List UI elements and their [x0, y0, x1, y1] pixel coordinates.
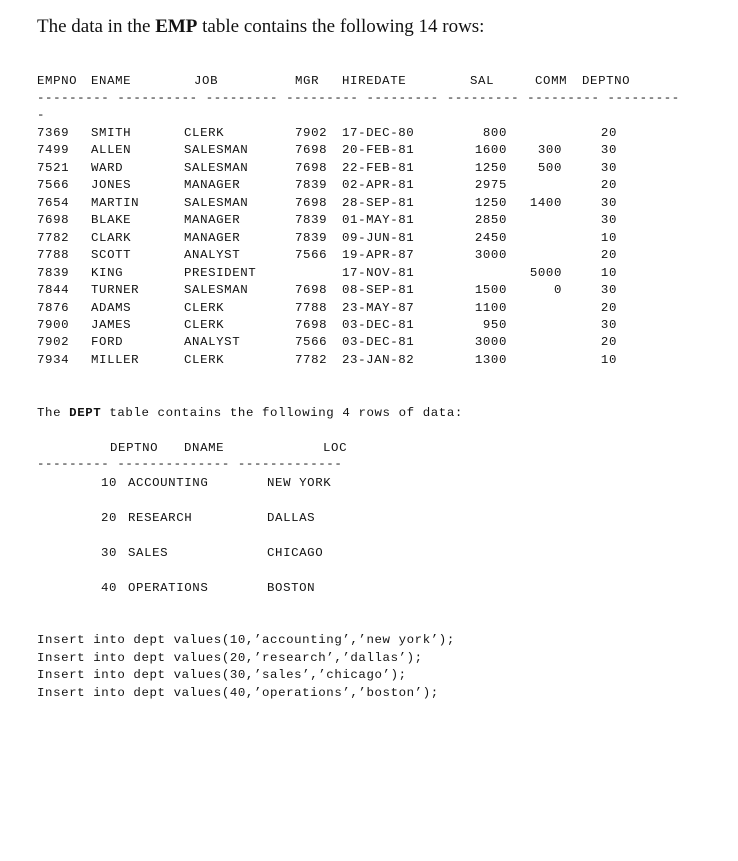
- emp-cell-deptno: 30: [600, 317, 617, 332]
- insert-statement: Insert into dept values(10,’accounting’,’new york’);: [37, 633, 455, 647]
- emp-cell-ename: TURNER: [91, 283, 140, 298]
- emp-cell-empno: 7698: [37, 213, 70, 228]
- emp-cell-deptno: 30: [600, 283, 617, 298]
- emp-row: [0, 213, 738, 230]
- emp-cell-mgr: 7698: [295, 283, 328, 298]
- emp-cell-ename: CLARK: [91, 230, 132, 245]
- emp-cell-hiredate: 23-JAN-82: [342, 352, 415, 367]
- emp-cell-ename: WARD: [91, 160, 124, 175]
- emp-cell-job: PRESIDENT: [184, 265, 257, 280]
- emp-cell-sal: 1300: [474, 352, 507, 367]
- emp-cell-deptno: 30: [600, 143, 617, 158]
- emp-cell-empno: 7844: [37, 283, 70, 298]
- emp-intro-suffix: table contains the following 14 rows:: [197, 16, 485, 37]
- emp-cell-empno: 7839: [37, 265, 70, 280]
- emp-cell-hiredate: 09-JUN-81: [342, 230, 415, 245]
- emp-cell-mgr: 7698: [295, 160, 328, 175]
- insert-statement: Insert into dept values(40,’operations’,’boston’);: [37, 686, 439, 700]
- emp-header-job: JOB: [194, 74, 219, 88]
- emp-cell-empno: 7782: [37, 230, 70, 245]
- emp-row: [0, 143, 738, 160]
- emp-header-empno: EMPNO: [37, 74, 78, 88]
- emp-cell-mgr: 7788: [295, 300, 328, 315]
- emp-cell-deptno: 10: [600, 352, 617, 367]
- dept-cell-deptno: 20: [101, 511, 118, 525]
- emp-row: [0, 335, 738, 352]
- emp-cell-ename: FORD: [91, 335, 124, 350]
- emp-cell-mgr: 7782: [295, 352, 328, 367]
- emp-cell-job: SALESMAN: [184, 195, 249, 210]
- emp-cell-empno: 7788: [37, 248, 70, 263]
- emp-cell-mgr: 7839: [295, 213, 328, 228]
- emp-cell-ename: KING: [91, 265, 124, 280]
- emp-cell-deptno: 20: [600, 178, 617, 193]
- emp-cell-comm: 0: [553, 283, 562, 298]
- dept-header-dname: DNAME: [184, 441, 225, 455]
- emp-row: [0, 301, 738, 318]
- dept-cell-deptno: 40: [101, 581, 118, 595]
- emp-cell-empno: 7521: [37, 160, 70, 175]
- emp-header-comm: COMM: [535, 74, 568, 88]
- emp-row: [0, 231, 738, 248]
- emp-cell-job: SALESMAN: [184, 143, 249, 158]
- emp-row: [0, 196, 738, 213]
- emp-cell-empno: 7900: [37, 317, 70, 332]
- emp-cell-sal: 1100: [474, 300, 507, 315]
- emp-cell-hiredate: 28-SEP-81: [342, 195, 415, 210]
- emp-cell-job: MANAGER: [184, 230, 241, 245]
- emp-cell-empno: 7902: [37, 335, 70, 350]
- emp-cell-job: ANALYST: [184, 248, 241, 263]
- emp-header-separator-tail: -: [37, 108, 46, 122]
- emp-cell-ename: BLAKE: [91, 213, 132, 228]
- emp-header-sal: SAL: [470, 74, 495, 88]
- emp-cell-sal: 1500: [474, 283, 507, 298]
- emp-cell-ename: JAMES: [91, 317, 132, 332]
- emp-cell-ename: SMITH: [91, 126, 132, 140]
- emp-cell-sal: 2450: [474, 230, 507, 245]
- emp-cell-mgr: 7698: [295, 195, 328, 210]
- dept-header-separator: --------- -------------- -------------: [37, 457, 343, 471]
- emp-cell-mgr: 7698: [295, 317, 328, 332]
- emp-cell-sal: 3000: [474, 335, 507, 350]
- emp-cell-mgr: 7698: [295, 143, 328, 158]
- dept-cell-dname: OPERATIONS: [128, 581, 209, 595]
- emp-header-deptno: DEPTNO: [582, 74, 631, 88]
- emp-cell-hiredate: 03-DEC-81: [342, 317, 415, 332]
- emp-cell-ename: SCOTT: [91, 248, 132, 263]
- emp-cell-deptno: 30: [600, 195, 617, 210]
- emp-cell-job: CLERK: [184, 300, 225, 315]
- dept-intro-suffix: table contains the following 4 rows of data:: [101, 406, 463, 420]
- dept-cell-dname: ACCOUNTING: [128, 476, 209, 490]
- emp-cell-hiredate: 17-NOV-81: [342, 265, 415, 280]
- dept-cell-loc: BOSTON: [267, 581, 316, 595]
- emp-cell-sal: 2975: [474, 178, 507, 193]
- emp-cell-deptno: 20: [600, 248, 617, 263]
- emp-cell-empno: 7934: [37, 352, 70, 367]
- emp-row: [0, 318, 738, 335]
- emp-cell-job: CLERK: [184, 317, 225, 332]
- emp-cell-job: SALESMAN: [184, 283, 249, 298]
- emp-row: [0, 161, 738, 178]
- emp-cell-comm: 5000: [529, 265, 562, 280]
- emp-cell-hiredate: 19-APR-87: [342, 248, 415, 263]
- emp-cell-sal: 800: [482, 126, 507, 140]
- emp-header-hiredate: HIREDATE: [342, 74, 407, 88]
- emp-cell-job: MANAGER: [184, 178, 241, 193]
- emp-cell-ename: JONES: [91, 178, 132, 193]
- emp-row: [0, 266, 738, 283]
- emp-intro-prefix: The data in the: [37, 16, 156, 37]
- emp-row: [0, 283, 738, 300]
- emp-cell-job: SALESMAN: [184, 160, 249, 175]
- dept-cell-loc: NEW YORK: [267, 476, 332, 490]
- emp-cell-job: ANALYST: [184, 335, 241, 350]
- emp-cell-mgr: 7839: [295, 230, 328, 245]
- emp-cell-hiredate: 03-DEC-81: [342, 335, 415, 350]
- emp-header-separator: --------- ---------- --------- --------- --------- --------- --------- ---------: [37, 91, 680, 105]
- emp-cell-comm: 500: [537, 160, 562, 175]
- emp-cell-ename: ALLEN: [91, 143, 132, 158]
- emp-cell-job: CLERK: [184, 352, 225, 367]
- emp-cell-deptno: 10: [600, 230, 617, 245]
- emp-intro-heading: [37, 16, 484, 38]
- emp-cell-ename: MARTIN: [91, 195, 140, 210]
- emp-row: [0, 126, 738, 143]
- emp-header-mgr: MGR: [295, 74, 320, 88]
- emp-row: [0, 178, 738, 195]
- dept-cell-loc: CHICAGO: [267, 546, 324, 560]
- emp-cell-mgr: 7566: [295, 335, 328, 350]
- dept-cell-loc: DALLAS: [267, 511, 316, 525]
- emp-header-ename: ENAME: [91, 74, 132, 88]
- emp-cell-deptno: 10: [600, 265, 617, 280]
- emp-cell-comm: 1400: [529, 195, 562, 210]
- emp-cell-ename: ADAMS: [91, 300, 132, 315]
- dept-intro-heading: [37, 406, 463, 420]
- dept-cell-dname: SALES: [128, 546, 169, 560]
- emp-cell-hiredate: 20-FEB-81: [342, 143, 415, 158]
- dept-cell-deptno: 10: [101, 476, 118, 490]
- emp-cell-empno: 7566: [37, 178, 70, 193]
- emp-cell-hiredate: 08-SEP-81: [342, 283, 415, 298]
- emp-row: [0, 248, 738, 265]
- emp-cell-sal: 1600: [474, 143, 507, 158]
- dept-header-loc: LOC: [323, 441, 348, 455]
- emp-cell-hiredate: 01-MAY-81: [342, 213, 415, 228]
- emp-cell-deptno: 30: [600, 213, 617, 228]
- dept-table-name: DEPT: [69, 406, 102, 420]
- dept-cell-deptno: 30: [101, 546, 118, 560]
- emp-row: [0, 353, 738, 370]
- emp-cell-sal: 2850: [474, 213, 507, 228]
- emp-cell-hiredate: 23-MAY-87: [342, 300, 415, 315]
- emp-cell-deptno: 20: [600, 126, 617, 140]
- emp-cell-deptno: 20: [600, 335, 617, 350]
- emp-cell-mgr: 7566: [295, 248, 328, 263]
- emp-cell-deptno: 30: [600, 160, 617, 175]
- emp-cell-hiredate: 22-FEB-81: [342, 160, 415, 175]
- dept-intro-prefix: The: [37, 406, 70, 420]
- emp-cell-ename: MILLER: [91, 352, 140, 367]
- insert-statement: Insert into dept values(20,’research’,’dallas’);: [37, 651, 423, 665]
- emp-cell-hiredate: 02-APR-81: [342, 178, 415, 193]
- emp-cell-empno: 7876: [37, 300, 70, 315]
- dept-cell-dname: RESEARCH: [128, 511, 193, 525]
- emp-cell-empno: 7369: [37, 126, 70, 140]
- emp-cell-deptno: 20: [600, 300, 617, 315]
- emp-table-name: EMP: [155, 16, 198, 37]
- emp-cell-empno: 7654: [37, 195, 70, 210]
- emp-cell-sal: 1250: [474, 195, 507, 210]
- emp-cell-mgr: 7839: [295, 178, 328, 193]
- emp-cell-empno: 7499: [37, 143, 70, 158]
- emp-cell-job: MANAGER: [184, 213, 241, 228]
- insert-statement: Insert into dept values(30,’sales’,’chicago’);: [37, 668, 407, 682]
- emp-cell-job: CLERK: [184, 126, 225, 140]
- emp-cell-hiredate: 17-DEC-80: [342, 126, 415, 140]
- emp-cell-sal: 1250: [474, 160, 507, 175]
- emp-cell-sal: 950: [482, 317, 507, 332]
- emp-cell-mgr: 7902: [295, 126, 328, 140]
- emp-cell-comm: 300: [537, 143, 562, 158]
- dept-header-deptno: DEPTNO: [110, 441, 159, 455]
- emp-cell-sal: 3000: [474, 248, 507, 263]
